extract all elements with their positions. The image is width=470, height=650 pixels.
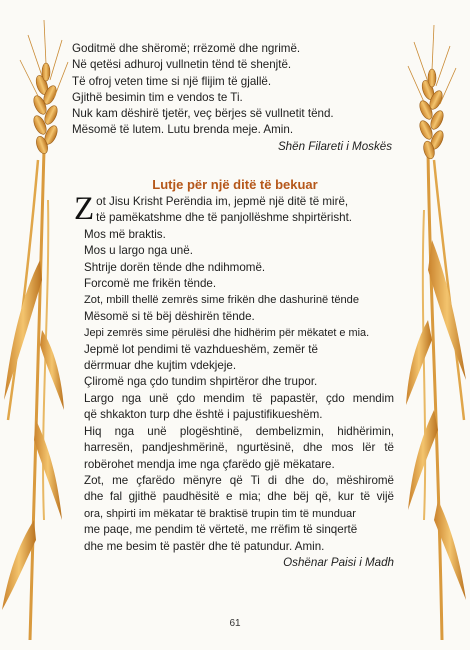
drop-cap: Z — [74, 191, 95, 227]
prayer-line: Çliromë nga çdo tundim shpirtëror dhe trupor. — [84, 375, 318, 389]
prayer-line: Gjithë besimin tim e vendos te Ti. — [72, 90, 243, 104]
prayer-line: Jepmë lot pendimi të vazhdueshëm, zemër të — [84, 342, 318, 356]
prayer-continuation — [72, 41, 392, 155]
prayer-line: Mos më braktis. — [84, 227, 166, 241]
prayer-attribution: Shën Filareti i Moskës — [277, 139, 392, 153]
prayer-line: Mësomë si të bëj dëshirën tënde. — [84, 309, 255, 323]
prayer-line: Zot, me çfarëdo mënyre që Ti di dhe do, mëshiromë — [84, 473, 394, 487]
prayer-line: Mësomë të lutem. Lutu brenda meje. Amin. — [72, 123, 294, 137]
prayer-line: Jepi zemrës sime përulësi dhe hidhërim për mëkatet e mia. — [84, 327, 370, 340]
wheat-stalk-right-icon — [398, 0, 470, 650]
prayer-line: ora, shpirti im mëkatar të braktisë trupin tim të munduar — [84, 507, 356, 520]
prayer-line: të pamëkatshme dhe të panjollëshme shpirtërisht. — [96, 211, 353, 225]
prayer-line: Shtrije dorën tënde dhe ndihmomë. — [84, 260, 266, 274]
prayer-line: Largo nga unë çdo mendim të papastër, çdo mendim — [84, 391, 394, 405]
prayer-line: që shkakton turp dhe është i pajustifikueshëm. — [84, 408, 323, 422]
prayer-line: Forcomë me frikën tënde. — [84, 277, 217, 291]
prayer-line: robërohet mendja ime nga çfarëdo gjë mëkatare. — [84, 457, 335, 471]
prayer-line: Mos u largo nga unë. — [84, 244, 193, 258]
prayer-line: dhe fal gjithë paudhësitë e mia; dhe bëj që, kur të vijë — [84, 490, 394, 504]
prayer-body — [74, 191, 394, 571]
prayer-line: me paqe, me pendim të vërtetë, me rrëfim të sinqertë — [84, 523, 358, 537]
prayer-line: Të ofroj veten time si një flijim të gjallë. — [72, 74, 272, 88]
prayer-line: dhe me besim të pastër dhe të patundur. Amin. — [84, 539, 325, 553]
prayer-line: Nuk kam dëshirë tjetër, veç bërjes së vullnetit tënd. — [72, 107, 334, 121]
prayer-line: dërrmuar dhe kujtim vdekjeje. — [84, 359, 237, 373]
prayer-attribution: Oshënar Paisi i Madh — [283, 555, 394, 569]
prayer-line: Zot, mbill thellë zemrës sime frikën dhe dashurinë tënde — [84, 294, 360, 307]
wheat-stalk-left-icon — [0, 0, 72, 650]
prayer-line: Goditmë dhe shëromë; rrëzomë dhe ngrimë. — [72, 42, 301, 55]
section-heading: Lutje për një ditë të bekuar — [152, 177, 318, 192]
page-number: 61 — [229, 618, 241, 629]
prayer-line: harresën, pandjeshmërinë, ngurtësinë, dhe mos lër të — [84, 441, 394, 455]
prayer-line: Hiq nga unë plogështinë, dembelizmin, hidhërimin, — [84, 424, 394, 438]
prayer-line: Në qetësi adhuroj vullnetin tënd të shenjtë. — [72, 58, 292, 72]
prayer-line: ot Jisu Krisht Perëndia im, jepmë një ditë të mirë, — [96, 195, 349, 208]
